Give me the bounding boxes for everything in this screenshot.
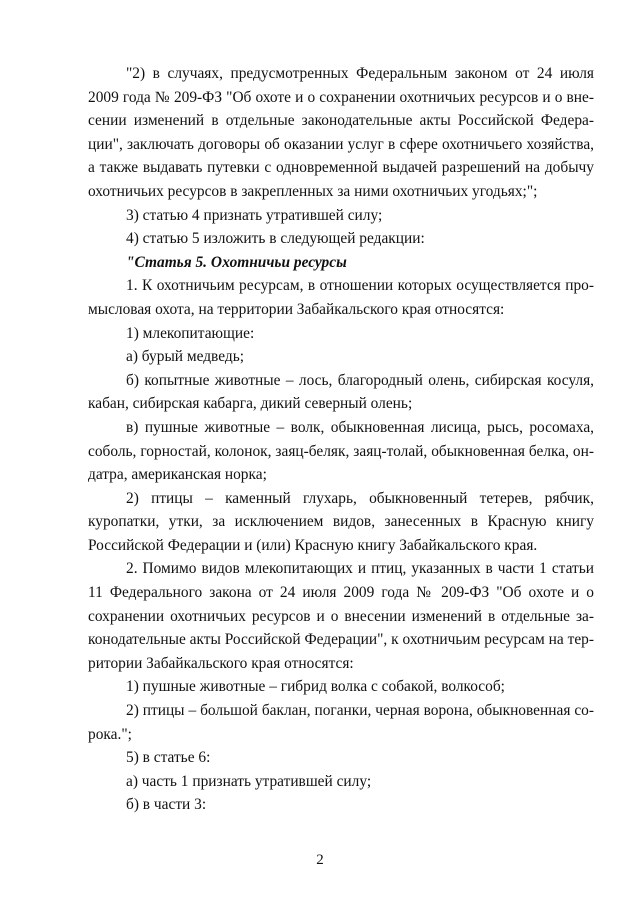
paragraph: а) часть 1 признать утратившей силу;: [126, 772, 372, 790]
paragraph: 2) птицы – большой баклан, поганки, черная ворона, обыкновенная сорока.";: [88, 702, 594, 743]
page-number: 2: [316, 852, 324, 868]
paragraph: 1. К охотничьим ресурсам, в отношении которых осуществляется промысловая охота, на территории Забайкальского края относятся:: [88, 277, 594, 318]
paragraph: в) пушные животные – волк, обыкновенная лисица, рысь, росомаха, соболь, горностай, колонок, заяц-беляк, заяц-толай, обыкновенная белка, ондатра, американская норка;: [88, 418, 594, 484]
paragraph: 1) пушные животные – гибрид волка с собакой, волкособ;: [126, 678, 505, 696]
paragraph: 1) млекопитающие:: [126, 324, 255, 342]
paragraph: 3) статью 4 признать утратившей силу;: [126, 206, 383, 224]
paragraph: "2) в случаях, предусмотренных Федеральным законом от 24 июля 2009 года № 209-ФЗ "Об охоте и о сохранении охотничьих ресурсов и о внесении изменений в отдельные законодательные акты Российской Федерации", заключать договоры об оказании услуг в сфере охотничьего хозяйства, а также выдавать путевки с одновременной выдачей разрешений на добычу охотничьих ресурсов в закрепленных за ними охотничьих угодьях;";: [88, 65, 594, 200]
paragraph: б) в части 3:: [126, 796, 207, 814]
paragraph: б) копытные животные – лось, благородный олень, сибирская косуля, кабан, сибирская кабарга, дикий северный олень;: [88, 371, 594, 413]
paragraph: 4) статью 5 изложить в следующей редакции:: [126, 230, 425, 248]
document-body: [88, 62, 594, 817]
paragraph: 5) в статье 6:: [126, 749, 211, 767]
article-heading: "Статья 5. Охотничьи ресурсы: [126, 253, 347, 271]
paragraph: 2. Помимо видов млекопитающих и птиц, указанных в части 1 статьи 11 Федерального закона от 24 июля 2009 года № 209-ФЗ "Об охоте и о сохранении охотничьих ресурсов и о внесении изменений в отдельные законодательные акты Российской Федерации", к охотничьим ресурсам на территории Забайкальского края относятся:: [88, 560, 594, 672]
paragraph: а) бурый медведь;: [126, 348, 244, 366]
paragraph: 2) птицы – каменный глухарь, обыкновенный тетерев, рябчик, куропатки, утки, за исключением видов, занесенных в Красную книгу Российской Федерации и (или) Красную книгу Забайкальского края.: [88, 489, 594, 554]
